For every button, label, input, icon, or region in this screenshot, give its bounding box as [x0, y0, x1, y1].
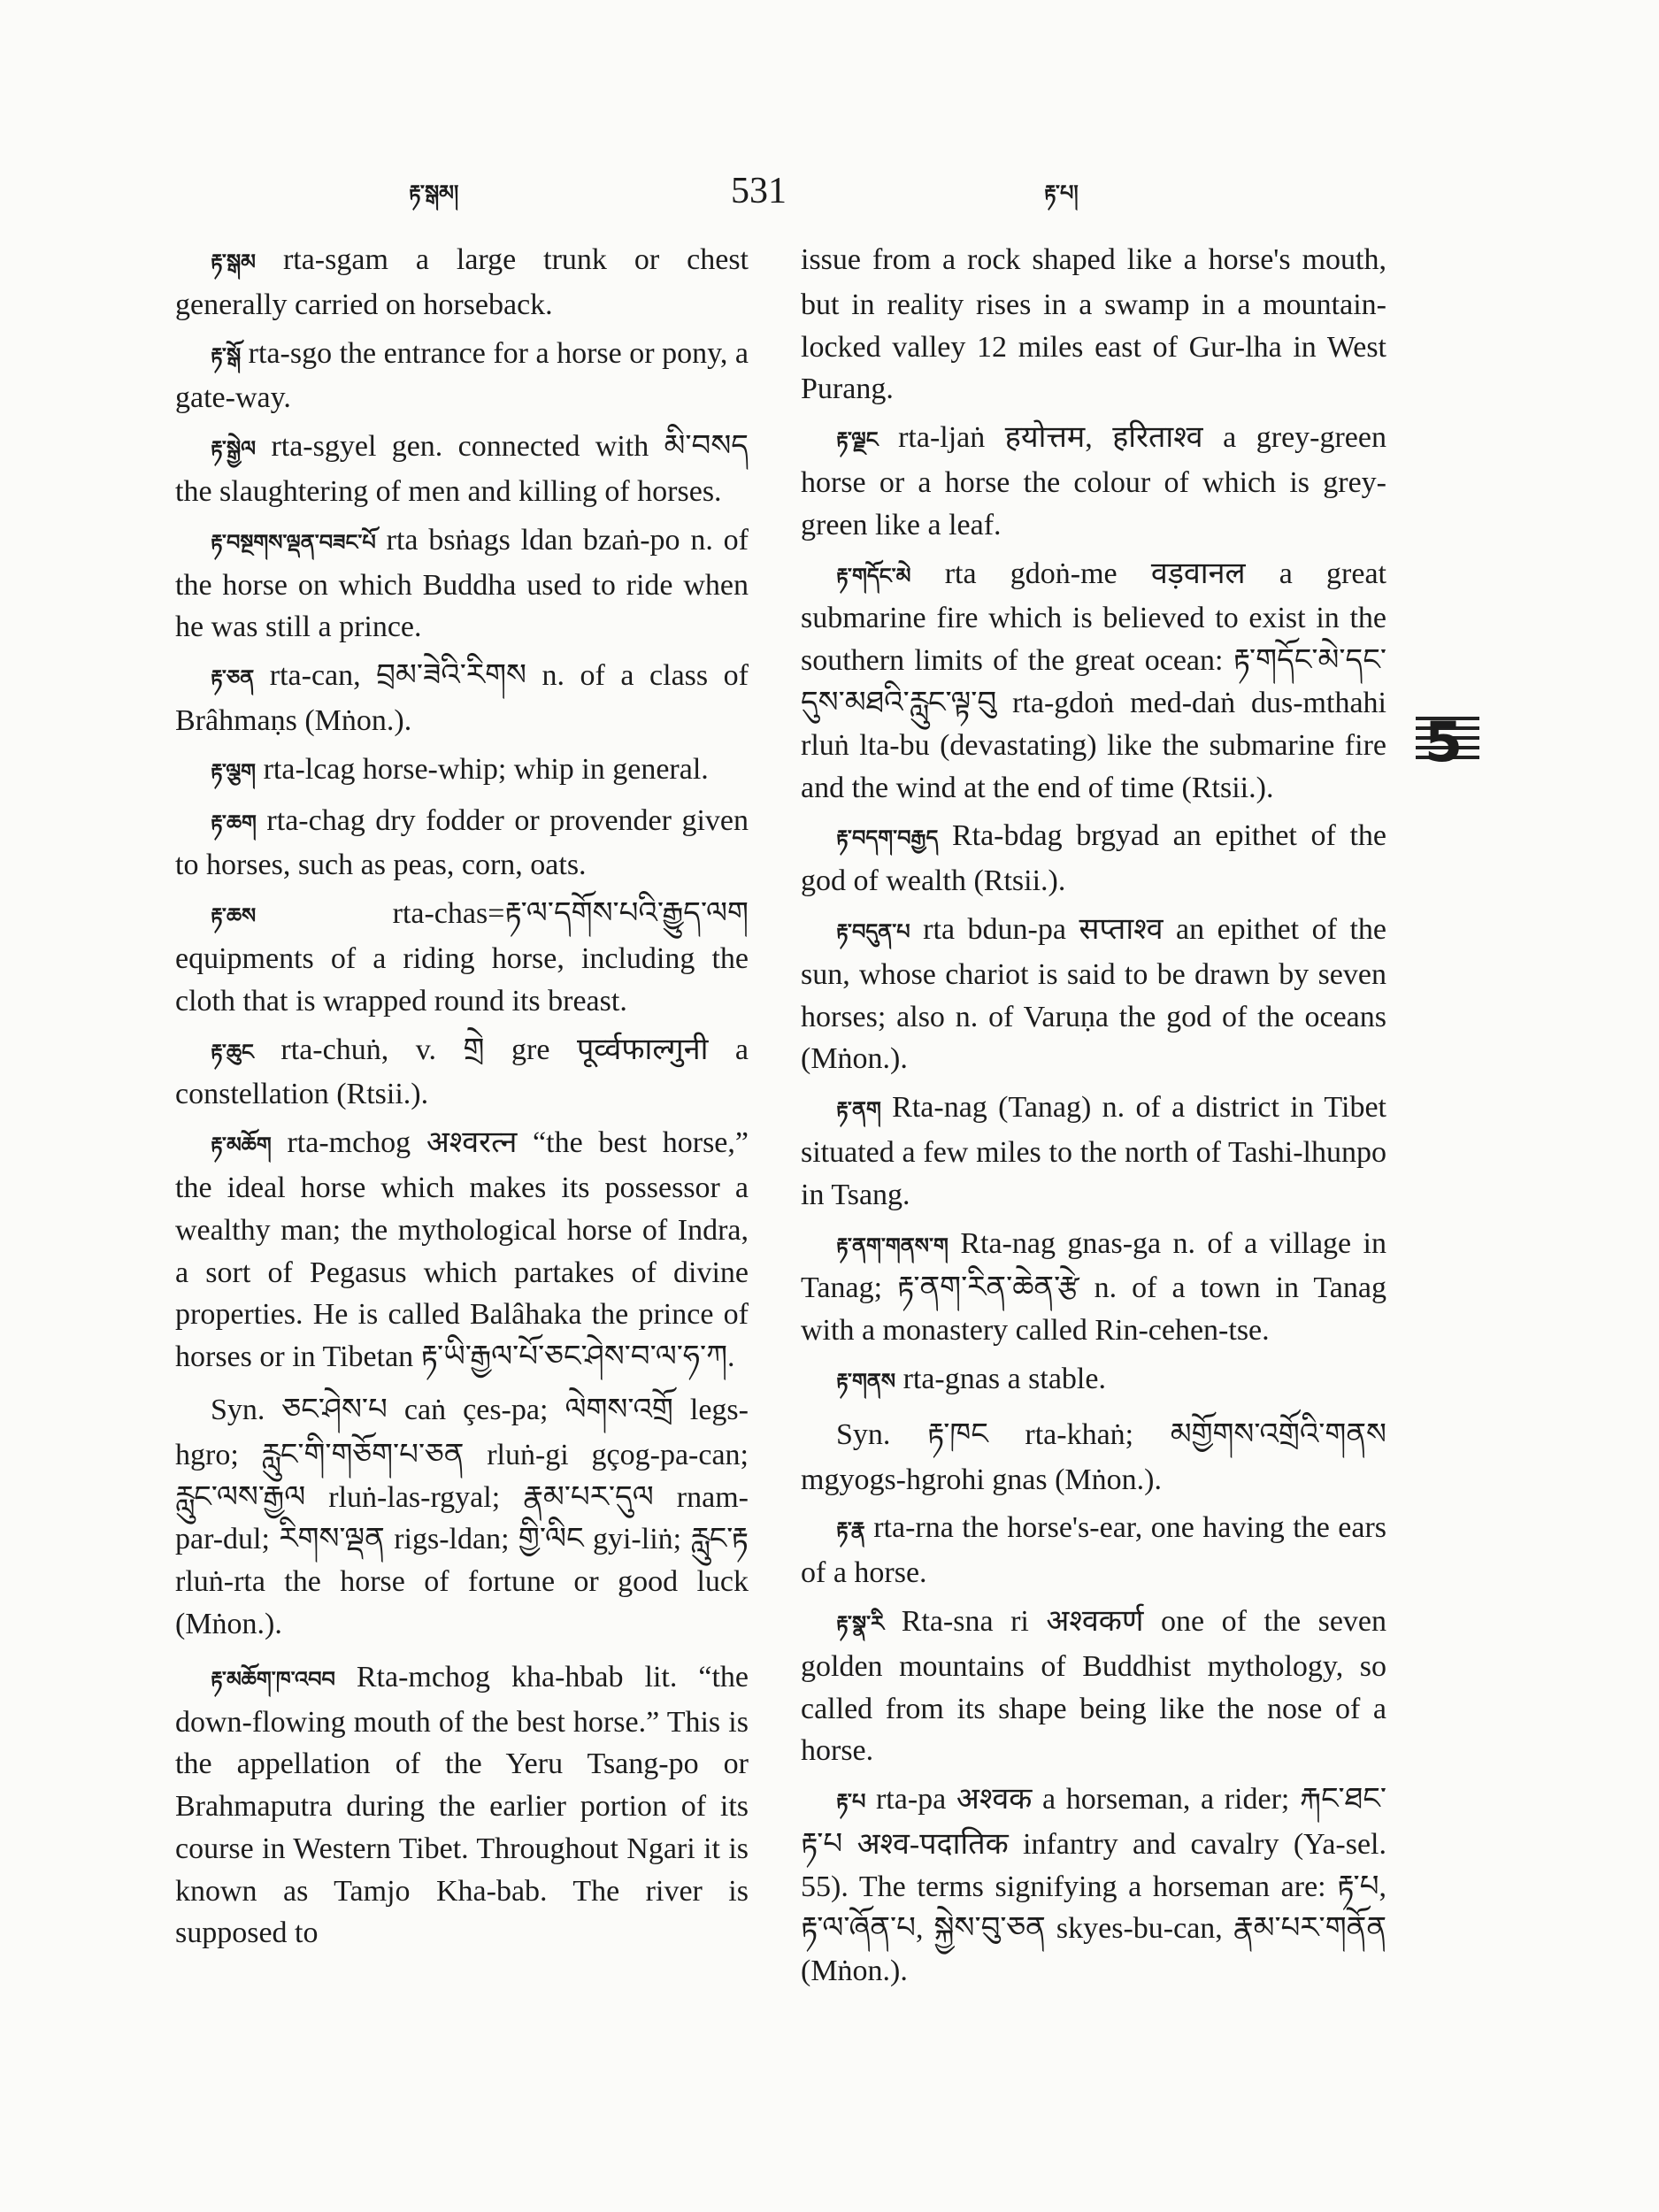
entry-rta-sgo: [175, 333, 749, 420]
entry-headword: རྟ་ལྗང: [836, 427, 879, 453]
entry-synonyms-rta-mchog: [175, 1389, 749, 1646]
entry-headword: རྟ་ཆུང: [211, 1039, 254, 1064]
entry-definition: rta-chag dry fodder or provender given to horses, such as peas, corn, oats.: [175, 803, 749, 882]
entry-rta-nag-gnas-ga: [801, 1223, 1386, 1352]
entry-rta-sna-ri: [801, 1601, 1386, 1772]
entry-headword: རྟ་སྒོ: [211, 342, 242, 368]
left-running-headword: རྟ་སྒམ།: [409, 180, 459, 205]
entry-definition: rta-sgyel gen. connected with མི་བསད the slaughtering of men and killing of horses.: [175, 430, 749, 508]
entry-definition: rta-can, བྲམ་ཟེའི་རིགས n. of a class of Brâhmaṇs (Mṅon.).: [175, 659, 749, 737]
entry-headword: རྟ་ཅན: [211, 665, 255, 691]
entry-definition: Rta-mchog kha-hbab lit. “the down-flowing mouth of the best horse.” This is the appellation of the Yeru Tsang-po or Brahmaputra during the earlier portion of its course in Western Tibet. Throughout Ngari it is known as Tamjo Kha-bab. The river is supposed to: [175, 1660, 749, 1950]
entry-headword: རྟ་ཆག: [211, 810, 257, 835]
right-running-headword: རྟ་པ།: [1044, 180, 1079, 205]
entry-headword: རྟ་བསྔགས་ལྡན་བཟང་པོ: [211, 529, 376, 555]
entry-headword: རྟ་མཆོག: [211, 1133, 272, 1158]
right-column: [801, 239, 1386, 1999]
entry-definition: rta-chas=རྟ་ལ་དགོས་པའི་རྒྱུད་ལག equipments of a riding horse, including the cloth that is wrapped round its breast.: [175, 897, 749, 1018]
entry-headword: རྟ་རྣ: [836, 1517, 865, 1543]
entry-definition: rta-ljaṅ हयोत्तम, हरिताश्व a grey-green horse or a horse the colour of which is grey-green like a leaf.: [801, 421, 1386, 541]
entry-definition: Rta-bdag brgyad an epithet of the god of wealth (Rtsii.).: [801, 819, 1386, 898]
entry-headword: རྟ་བདག་བརྒྱད: [836, 826, 939, 851]
entry-rta-lcag: [175, 749, 749, 794]
entry-definition: rta-sgam a large trunk or chest generally carried on horseback.: [175, 243, 749, 321]
entry-rta-chag: [175, 800, 749, 887]
margin-digit: 5: [1425, 710, 1463, 774]
entry-headword: རྟ་པ: [836, 1789, 866, 1815]
entry-rta-bdag-brgyad: [801, 815, 1386, 902]
entry-headword: རྟ་སྣ་རི: [836, 1610, 885, 1636]
entry-headword: རྟ་བདུན་པ: [836, 918, 910, 944]
entry-definition: rta-mchog अश्वरत्न “the best horse,” the ideal horse which makes its possessor a wealthy man; the mythological horse of Indra, a sort of Pegasus which partakes of divine properties. He is called Balâhaka the prince of horses or in Tibetan རྟ་ཡི་རྒྱལ་པོ་ཅང་ཤེས་བ་ལ་ཧ་ཀ.: [175, 1126, 749, 1374]
entry-rta-chun: [175, 1029, 749, 1117]
entry-headword: རྟ་ནག་གནས་ག: [836, 1233, 949, 1258]
entry-rta-bdun-pa: [801, 909, 1386, 1080]
entry-headword: རྟ་སྒམ: [211, 250, 256, 274]
entry-rta-mchog-kha-hbab: [175, 1656, 749, 1955]
entry-headword: རྟ་ལྕག: [211, 758, 257, 784]
entry-definition: Rta-nag (Tanag) n. of a district in Tibet situated a few miles to the north of Tashi-lhunpo in Tsang.: [801, 1091, 1386, 1211]
entry-rta-chas: [175, 893, 749, 1022]
page-number: 531: [731, 171, 787, 211]
entry-definition: rta-gnas a stable.: [895, 1362, 1106, 1395]
entry-definition: rta bdun-pa सप्ताश्व an epithet of the sun, whose chariot is said to be drawn by seven horses; also n. of Varuṇa the god of the oceans (Mṅon.).: [801, 912, 1386, 1076]
entry-rta-nag: [801, 1087, 1386, 1216]
entry-definition: Rta-nag gnas-ga n. of a village in Tanag; རྟ་ནག་རིན་ཆེན་རྩེ n. of a town in Tanag with a monastery called Rin-cehen-tse.: [801, 1226, 1386, 1348]
left-column: [175, 239, 749, 1961]
entry-rta-pa: [801, 1778, 1386, 1993]
entry-headword: རྟ་མཆོག་ཁ་འབབ: [211, 1666, 335, 1692]
entry-definition: Syn. རྟ་ཁང rta-khaṅ; མགྱོགས་འགྲོའི་གནས mgyogs-hgrohi gnas (Mṅon.).: [801, 1417, 1386, 1496]
entry-rta-sgam: [175, 239, 749, 326]
entry-definition: rta-lcag horse-whip; whip in general.: [256, 752, 709, 786]
entry-rta-ljan: [801, 417, 1386, 546]
entry-definition: Rta-sna ri अश्वकर्ण one of the seven golden mountains of Buddhist mythology, so called from its shape being like the nose of a horse.: [801, 1604, 1386, 1768]
entry-headword: རྟ་ཆས: [211, 903, 257, 929]
entry-definition: rta-sgo the entrance for a horse or pony, a gate-way.: [175, 336, 749, 415]
entry-definition: rta-chuṅ, v. གྲེ gre पूर्व्वफाल्गुनी a constellation (Rtsii.).: [175, 1033, 749, 1111]
entry-definition: rta-pa अश्वक a horseman, a rider; རྐང་ཐང་རྟ་པ अश्व-पदातिक infantry and cavalry (Ya-sel. 55). The terms signifying a horseman are: རྟ་པ, རྟ་ལ་ཞོན་པ, སྐྱེས་བུ་ཅན skyes-bu-can, རྣམ་པར་གནོན (Mṅon.).: [801, 1783, 1386, 1988]
entry-definition: issue from a rock shaped like a horse's mouth, but in reality rises in a swamp in a mountain-locked valley 12 miles east of Gur-lha in West Purang.: [801, 243, 1386, 406]
entry-definition: Syn. ཅང་ཤེས་པ caṅ çes-pa; ལེགས་འགྲོ legs-hgro; རླུང་གི་གཅོག་པ་ཅན rluṅ-gi gçog-pa-can; རླུང་ལས་རྒྱལ rluṅ-las-rgyal; རྣམ་པར་དུལ rnam-par-dul; རིགས་ལྡན rigs-ldan; གྱི་ལིང gyi-liṅ; རླུང་རྟ rluṅ-rta the horse of fortune or good luck (Mṅon.).: [175, 1393, 749, 1640]
entry-rta-gnas: [801, 1358, 1386, 1403]
margin-thumb-index: [1416, 710, 1479, 774]
entry-definition: rta-rna the horse's-ear, one having the ears of a horse.: [801, 1511, 1386, 1590]
entry-headword: རྟ་སྒྱེལ: [211, 436, 257, 462]
entry-definition: rta gdoṅ-me वड़वानल a great submarine fire which is believed to exist in the southern limits of the great ocean: རྟ་གདོང་མེ་དང་དུས་མཐའི་རླུང་ལྟ་བུ rta-gdoṅ med-daṅ dus-mthahi rluṅ lta-bu (devastating) like the submarine fire and the wind at the end of time (Rtsii.).: [801, 557, 1386, 804]
entry-headword: རྟ་གདོང་མེ: [836, 563, 911, 588]
entry-definition: rta bsṅags ldan bzaṅ-po n. of the horse on which Buddha used to ride when he was still a prince.: [175, 523, 749, 644]
entry-continuation: [801, 239, 1386, 411]
entry-rta-mchog: [175, 1122, 749, 1379]
entry-rta-can: [175, 655, 749, 742]
entry-headword: རྟ་ནག: [836, 1097, 881, 1123]
entry-headword: རྟ་གནས: [836, 1368, 896, 1394]
entry-rta-gdon-me: [801, 553, 1386, 810]
entry-rta-sgyel: [175, 426, 749, 513]
entry-rta-bsnags: [175, 519, 749, 649]
entry-rta-rna: [801, 1507, 1386, 1594]
page-header: [0, 0, 1659, 230]
entry-synonyms-rta-gnas: [801, 1414, 1386, 1502]
